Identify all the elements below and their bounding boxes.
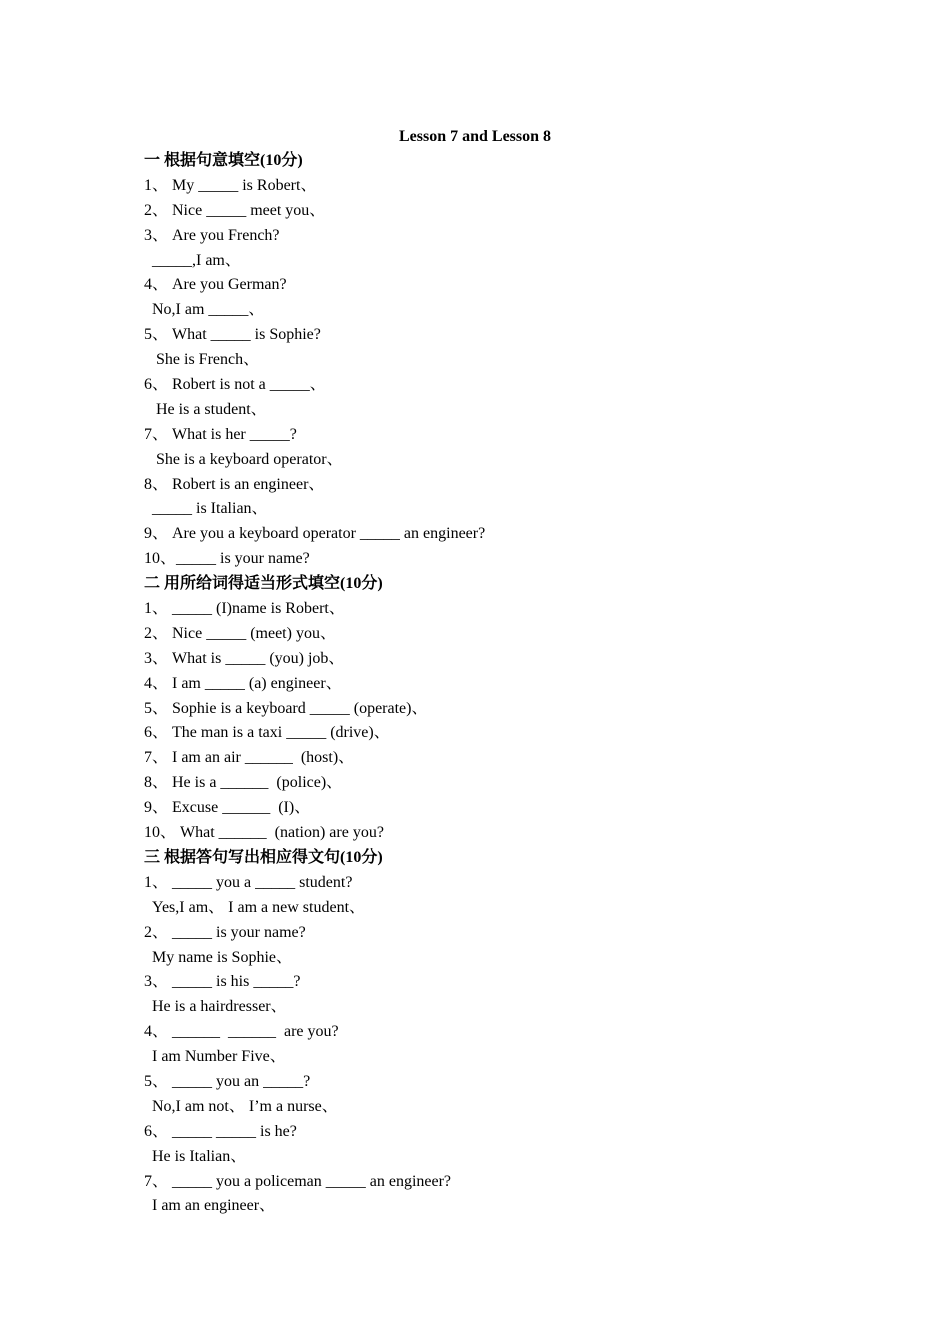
question-line: 2、 Nice _____ meet you、 <box>144 201 326 219</box>
answer-line: She is a keyboard operator、 <box>156 450 343 468</box>
answer-line: No,I am not、 I’m a nurse、 <box>152 1097 338 1115</box>
question-line: 1、 _____ (I)name is Robert、 <box>144 600 345 618</box>
section-heading: 二 用所给词得适当形式填空(10分) <box>144 575 383 593</box>
answer-line: She is French、 <box>156 351 260 369</box>
section-heading: 一 根据句意填空(10分) <box>144 152 303 169</box>
question-line: 4、 ______ ______ are you? <box>144 1023 339 1041</box>
answer-line: Yes,I am、 I am a new student、 <box>152 898 366 916</box>
question-line: 9、 Excuse ______ (I)、 <box>144 799 311 817</box>
question-line: 1、 My _____ is Robert、 <box>144 176 317 194</box>
answer-line: I am an engineer、 <box>152 1197 276 1215</box>
question-line: 8、 He is a ______ (police)、 <box>144 774 343 792</box>
section-heading: 三 根据答句写出相应得文句(10分) <box>144 848 383 866</box>
question-line: 3、 What is _____ (you) job、 <box>144 649 345 667</box>
question-line: 5、 Sophie is a keyboard _____ (operate)、 <box>144 699 428 717</box>
question-line: 3、 _____ is his _____? <box>144 973 301 991</box>
question-line: 6、 _____ _____ is he? <box>144 1122 297 1140</box>
question-line: 3、 Are you French? <box>144 226 280 244</box>
question-line: 2、 Nice _____ (meet) you、 <box>144 624 336 642</box>
question-line: 10、 What ______ (nation) are you? <box>144 824 384 842</box>
question-line: 2、 _____ is your name? <box>144 923 306 941</box>
question-line: 7、 _____ you a policeman _____ an engineer? <box>144 1172 452 1190</box>
question-line: 10、_____ is your name? <box>144 550 310 568</box>
question-line: 7、 What is her _____? <box>144 425 297 443</box>
answer-line: _____,I am、 <box>152 251 241 269</box>
question-line: 7、 I am an air ______ (host)、 <box>144 749 355 767</box>
question-line: 4、 I am _____ (a) engineer、 <box>144 674 342 692</box>
answer-line: No,I am _____、 <box>152 301 265 319</box>
worksheet-content <box>144 149 844 1219</box>
question-line: 6、 Robert is not a _____、 <box>144 376 326 394</box>
question-line: 4、 Are you German? <box>144 276 287 294</box>
question-line: 5、 _____ you an _____? <box>144 1072 311 1090</box>
question-line: 6、 The man is a taxi _____ (drive)、 <box>144 724 390 742</box>
answer-line: He is a hairdresser、 <box>152 998 287 1016</box>
page-title: Lesson 7 and Lesson 8 <box>398 128 552 145</box>
question-line: 8、 Robert is an engineer、 <box>144 475 325 493</box>
question-line: 9、 Are you a keyboard operator _____ an engineer? <box>144 525 486 543</box>
question-line: 5、 What _____ is Sophie? <box>144 326 321 344</box>
answer-line: I am Number Five、 <box>152 1048 286 1066</box>
answer-line: My name is Sophie、 <box>152 948 292 966</box>
answer-line: He is Italian、 <box>152 1147 247 1165</box>
answer-line: _____ is Italian、 <box>152 500 268 518</box>
question-line: 1、 _____ you a _____ student? <box>144 873 353 891</box>
answer-line: He is a student、 <box>156 400 267 418</box>
